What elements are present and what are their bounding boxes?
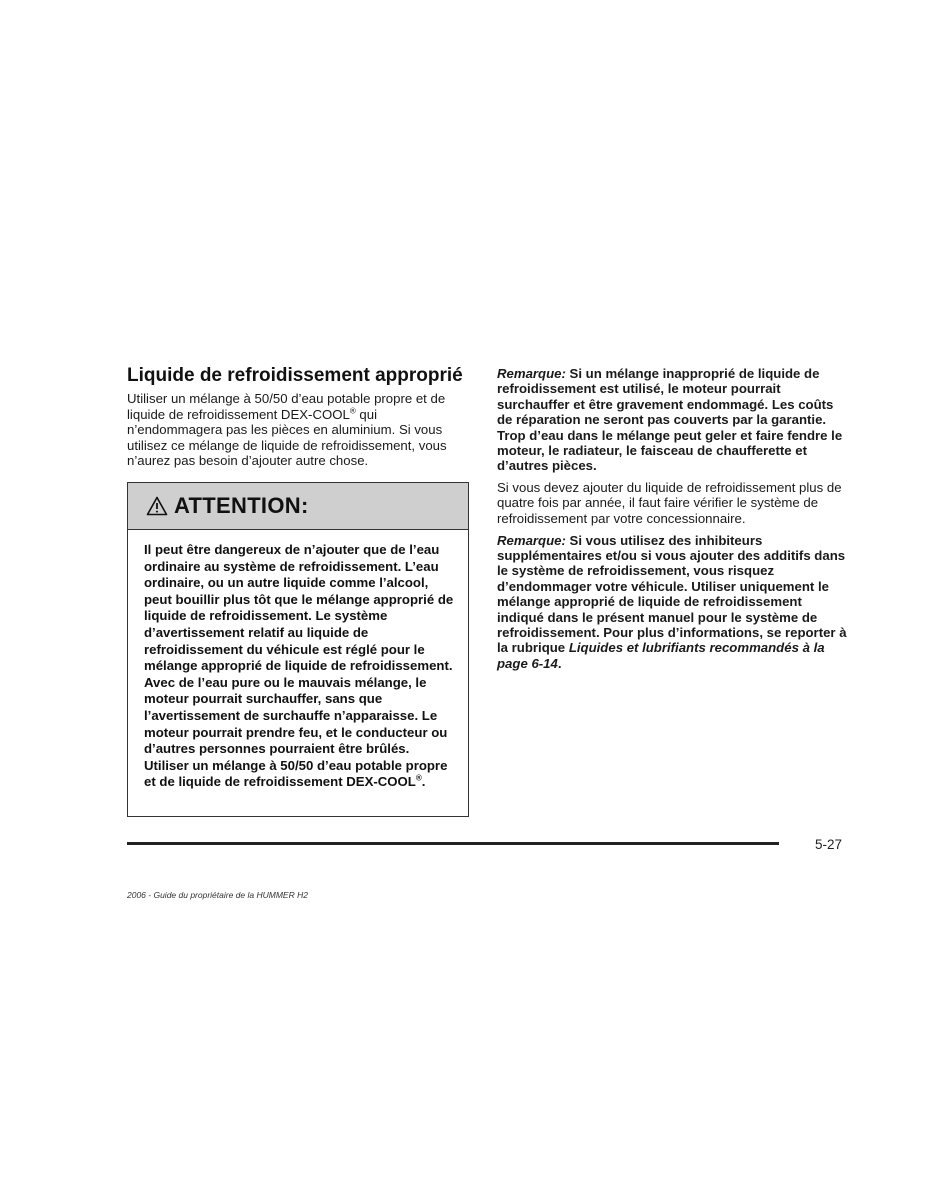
notice-text: Si vous utilisez des inhibiteurs supplémentaires et/ou si vous ajouter des additifs dans le système de refroidissement, vous risquez d’endommager votre véhicule. Utiliser uniquement le mélange approprié de liquide de refroidissement indiqué dans le présent manuel pour le système de refroidissement. Pour plus d’informations, se reporter à la rubrique [497,532,847,656]
warning-triangle-icon [146,496,168,516]
registered-mark: ® [415,773,422,783]
intro-paragraph [127,391,471,469]
attention-header [128,483,468,530]
notice-paragraph-1 [497,366,847,474]
cross-reference-link[interactable]: Liquides et lubrifiants recommandés à la page 6-14 [497,640,825,671]
footer-rule [127,842,779,845]
page-number: 5-27 [815,837,843,852]
left-column [127,364,471,469]
service-paragraph: Si vous devez ajouter du liquide de refroidissement plus de quatre fois par année, il faut faire vérifier le système de refroidissement par votre concessionnaire. [497,479,842,527]
intro-text-2: qui n’endommagera pas les pièces en aluminium. Si vous utilisez ce mélange de liquide de refroidissement, vous n’aurez pas besoin d’ajouter autre chose. [127,406,447,469]
notice-end: . [557,655,562,671]
attention-title: ATTENTION: [174,493,309,518]
registered-mark: ® [349,406,356,416]
notice-text: Si un mélange inapproprié de liquide de refroidissement est utilisé, le moteur pourrait surchauffer et être gravement endommagé. Les coûts de réparation ne seront pas couverts par la garantie. Trop d’eau dans le mélange peut geler et faire fendre le moteur, le radiateur, le faisceau de chaufferette et d’autres pièces. [497,366,843,474]
intro-text-1: Utiliser un mélange à 50/50 d’eau potable propre et de liquide de refroidissement DEX-COOL [127,391,446,422]
notice-paragraph-2 [497,533,847,672]
footer-note: 2006 - Guide du propriétaire de la HUMMER H2 [127,890,308,900]
notice-label: Remarque: [497,366,566,381]
attention-box [127,482,469,817]
section-title: Liquide de refroidissement approprié [127,365,463,386]
right-column [497,366,847,671]
attention-end: . [421,774,426,790]
notice-label: Remarque: [497,532,566,548]
attention-body [128,530,468,791]
attention-text: Il peut être dangereux de n’ajouter que de l’eau ordinaire au système de refroidissement. L’eau ordinaire, ou un autre liquide comme l’alcool, peut bouillir plus tôt que le mélange approprié de liquide de refroidissement. Le système d’avertissement relatif au liquide de refroidissement du véhicule est réglé pour le mélange approprié de liquide de refroidissement. Avec de l’eau pure ou le mauvais mélange, le moteur pourrait surchauffer, sans que l’avertissement de surchauffe n’apparaisse. Le moteur pourrait prendre feu, et le conducteur ou d’autres personnes pourraient être brûlés. Utiliser un mélange à 50/50 d’eau potable propre et de liquide de refroidissement DEX-COOL [144,542,454,790]
